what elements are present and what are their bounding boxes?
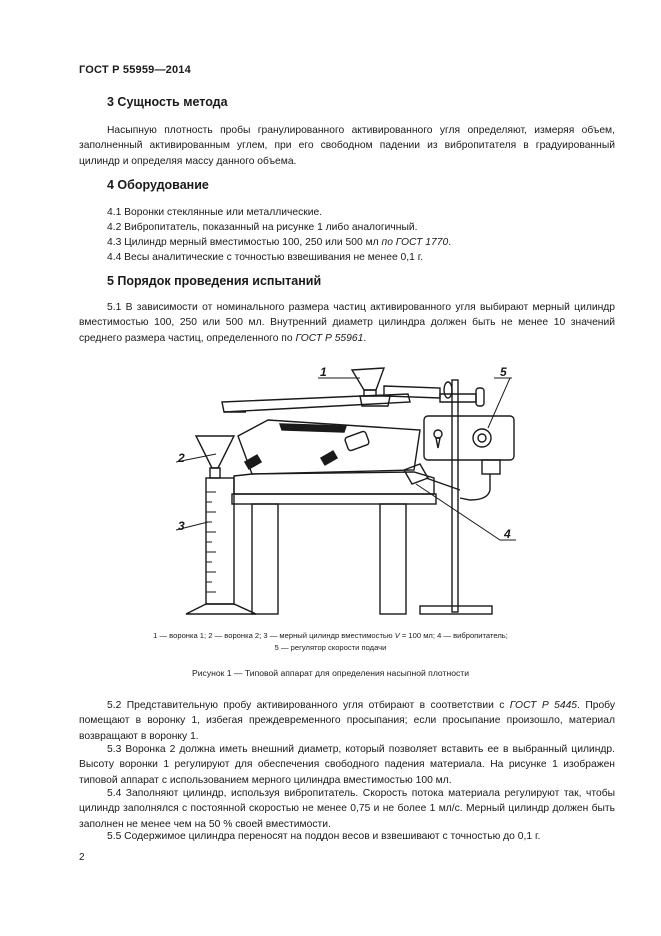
funnel-2-neck xyxy=(210,468,220,478)
vibrator-knob xyxy=(344,431,369,452)
figure-caption: Рисунок 1 — Типовой аппарат для определения насыпной плотности xyxy=(191,668,470,678)
regulator-dial-center xyxy=(478,434,486,442)
indicator-lamp-icon xyxy=(434,430,442,438)
regulator-dial-icon xyxy=(473,429,491,447)
paragraph-5-2 xyxy=(79,698,615,744)
document-code: ГОСТ Р 55959—2014 xyxy=(79,64,191,76)
vibro-chute xyxy=(222,394,410,412)
legend-text-a: 1 — воронка 1; 2 — воронка 2; 3 — мерный цилиндр вместимостью xyxy=(153,631,395,640)
paragraph-5-3 xyxy=(79,742,615,788)
clamp-knob xyxy=(444,382,452,398)
paragraph-5-2-reference: ГОСТ Р 5445 xyxy=(509,700,578,711)
item-4-3 xyxy=(107,235,451,251)
vibrator-plate xyxy=(280,424,346,432)
cylinder-base xyxy=(186,604,256,614)
item-4-2: 4.2 Вибропитатель, показанный на рисунке 1 либо аналогичный. xyxy=(107,222,418,233)
stand-rod xyxy=(452,380,458,612)
indicator-lamp-stem xyxy=(436,438,440,448)
funnel-1-arm xyxy=(384,386,440,398)
figure-label-1: 1 xyxy=(320,365,327,379)
page-number: 2 xyxy=(79,852,85,863)
table-top xyxy=(234,472,434,494)
section-3-title: 3 Сущность метода xyxy=(107,95,228,109)
item-4-3-reference: по ГОСТ 1770 xyxy=(381,237,449,248)
funnel-1 xyxy=(352,368,384,390)
table-leg-left xyxy=(252,504,278,614)
section-3-paragraph xyxy=(79,123,615,169)
vibrator-connector xyxy=(404,464,428,484)
clamp-screw-icon xyxy=(476,388,484,406)
paragraph-5-1-end: . xyxy=(363,332,367,344)
section-4-title: 4 Оборудование xyxy=(107,178,209,192)
measuring-cylinder xyxy=(206,478,234,604)
vibrator-grip-right xyxy=(321,451,337,465)
vibrator-grip-left xyxy=(245,455,261,469)
regulator-cable xyxy=(460,474,490,500)
paragraph-5-4-text: 5.4 Заполняют цилиндр, используя вибропитатель. Скорость потока материала регулируют так, чтобы цилиндр заполнялся с постоянной скоростью не менее 0,75 и не более 1 мл/с. Мерный цилиндр должен быть заполнен не менее чем на 50 % своей вместимости. xyxy=(79,788,615,830)
figure-legend xyxy=(0,630,661,654)
paragraph-5-1 xyxy=(79,300,615,346)
table-leg-right xyxy=(380,504,406,614)
leader-line-4 xyxy=(416,484,516,540)
funnel-2 xyxy=(196,436,234,468)
legend-volume-symbol: V xyxy=(394,631,400,640)
paragraph-5-4 xyxy=(79,786,615,832)
figure-legend-line-2: 5 — регулятор скорости подачи xyxy=(274,643,387,652)
item-4-4: 4.4 Весы аналитические с точностью взвешивания не менее 0,1 г. xyxy=(107,252,424,263)
regulator-plug xyxy=(482,460,500,474)
paragraph-5-2-text: 5.2 Представительную пробу активированного угля отбирают в соответствии с xyxy=(107,700,510,711)
section-3-text: Насыпную плотность пробы гранулированного активированного угля определяют, измеряя объем, заполненный активированным углем, при его свободном падении из вибропитателя в градуированный цилиндр и определяя массу данного объема. xyxy=(79,125,615,167)
figure-label-3: 3 xyxy=(178,519,185,533)
figure-legend-line-1 xyxy=(0,630,661,642)
cylinder-graduations xyxy=(206,492,216,592)
item-4-3-end: . xyxy=(448,237,452,248)
stand-base xyxy=(420,606,492,614)
paragraph-5-1-reference: ГОСТ Р 55961 xyxy=(295,332,364,344)
figure-label-5: 5 xyxy=(500,365,507,379)
item-4-3-text: 4.3 Цилиндр мерный вместимостью 100, 250 или 500 мл xyxy=(107,237,382,248)
paragraph-5-1-text: 5.1 В зависимости от номинального размера частиц активированного угля выбирают мерный цилиндр вместимостью 100, 250 или 500 мл. Внутренний диаметр цилиндра должен быть не менее 10 значений среднего размера частиц, определенного по xyxy=(79,302,615,344)
figure-label-4: 4 xyxy=(504,527,511,541)
apparatus-drawing xyxy=(0,350,661,625)
section-5-title: 5 Порядок проведения испытаний xyxy=(107,274,322,288)
legend-text-b: = 100 мл; 4 — вибропитатель; xyxy=(399,631,508,640)
paragraph-5-3-text: 5.3 Воронка 2 должна иметь внешний диаметр, который позволяет вставить ее в выбранный цилиндр. Высоту воронки 1 регулируют для обеспечения свободного падения материала. На рисунке 1 изображен типовой аппарат с использованием мерного цилиндра вместимостью 100 мл. xyxy=(79,744,615,786)
figure-label-2: 2 xyxy=(178,451,185,465)
vibrator-cable xyxy=(426,478,460,490)
paragraph-5-2-end: . Пробу помещают в воронку 1, избегая преждевременного просыпания; если просыпание произошло, материал возвращают в воронку 1. xyxy=(79,700,615,742)
paragraph-5-5 xyxy=(79,829,615,844)
paragraph-5-5-text: 5.5 Содержимое цилиндра переносят на поддон весов и взвешивают с точностью до 0,1 г. xyxy=(107,831,541,842)
table-apron xyxy=(232,494,436,504)
leader-line-5 xyxy=(488,378,512,428)
item-4-1: 4.1 Воронки стеклянные или металлические. xyxy=(107,207,323,218)
